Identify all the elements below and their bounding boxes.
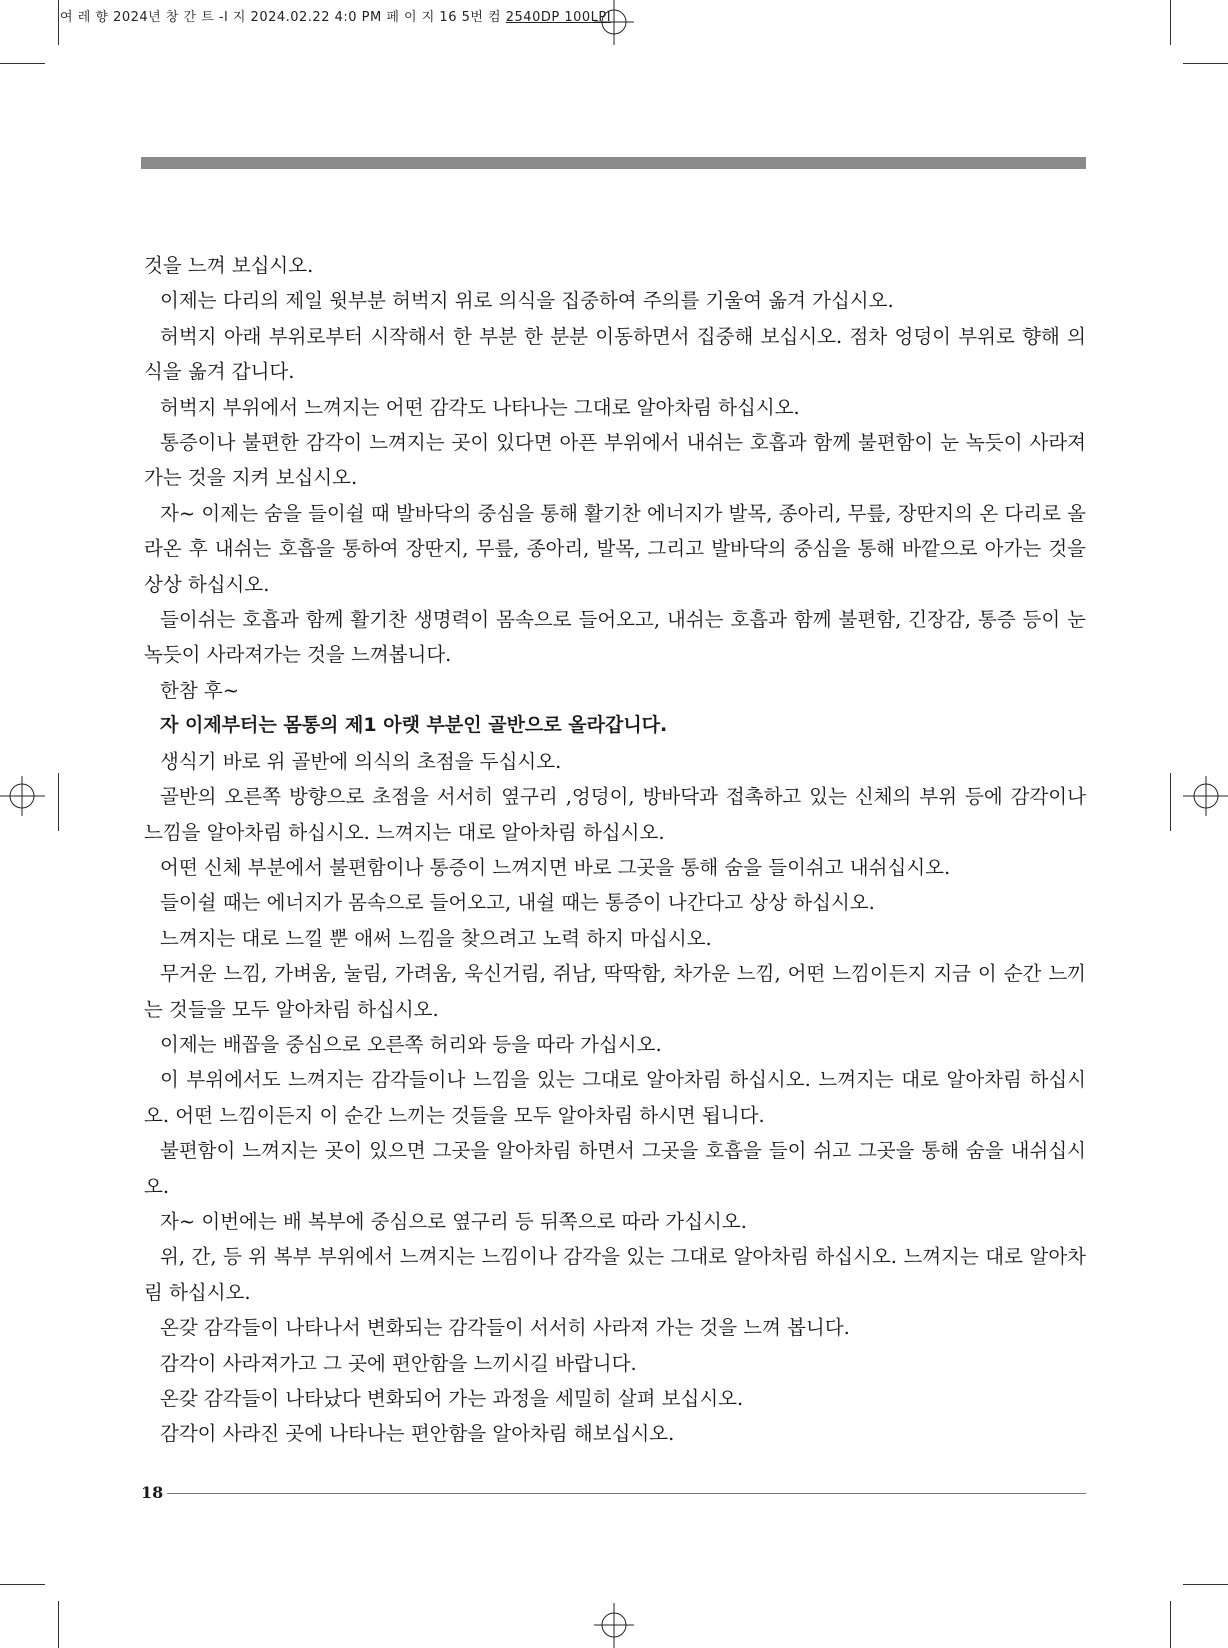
crop-mark-bottom-right-v <box>1170 1601 1171 1648</box>
body-paragraph: 들이쉬는 호흡과 함께 활기찬 생명력이 몸속으로 들어오고, 내쉬는 호흡과 함께 불편함, 긴장감, 통증 등이 눈 녹듯이 사라져가는 것을 느껴봅니다. <box>144 608 1086 667</box>
page-number: 18 <box>141 1483 164 1502</box>
crop-mark-bottom-right-h <box>1183 1584 1228 1585</box>
registration-mark-bottom <box>594 1603 634 1648</box>
section-heading: 자 이제부터는 몸통의 제1 아랫 부분인 골반으로 올라갑니다. <box>160 714 668 737</box>
crop-mark-bottom-left-h <box>0 1584 45 1585</box>
body-paragraph: 허벅지 부위에서 느껴지는 어떤 감각도 나타나는 그대로 알아차림 하십시오. <box>160 395 800 419</box>
body-paragraph: 무거운 느낌, 가벼움, 눌림, 가려움, 욱신거림, 쥐남, 딱딱함, 차가운 느낌, 어떤 느낌이든지 지금 이 순간 느끼는 것들을 모두 알아차림 하십시오. <box>144 962 1086 1021</box>
body-paragraph: 허벅지 아래 부위로부터 시작해서 한 부분 한 분분 이동하면서 집중해 보십시오. 점차 엉덩이 부위로 향해 의식을 옮겨 갑니다. <box>144 324 1086 384</box>
print-slug <box>60 6 611 25</box>
crop-mark-top-left-h <box>0 63 45 64</box>
crop-mark-top-right-h <box>1183 63 1228 64</box>
registration-mark-right <box>1183 776 1228 816</box>
body-paragraph: 한참 후~ <box>160 678 240 702</box>
body-paragraph: 이 부위에서도 느껴지는 감각들이나 느낌을 있는 그대로 알아차림 하십시오. 느껴지는 대로 알아차림 하십시오. 어떤 느낌이든지 이 순간 느끼는 것들을 모두 알아차림 하시면 됩니다. <box>144 1068 1086 1127</box>
header-bar <box>141 157 1086 169</box>
side-mark-left <box>58 773 59 831</box>
body-paragraph: 이제는 다리의 제일 윗부분 허벅지 위로 의식을 집중하여 주의를 기울여 옮겨 가십시오. <box>160 289 894 313</box>
body-paragraph: 생식기 바로 위 골반에 의식의 초점을 두십시오. <box>160 749 562 773</box>
crop-mark-top-left-v <box>58 0 59 45</box>
body-paragraph: 자~ 이번에는 배 복부에 중심으로 옆구리 등 뒤쪽으로 따라 가십시오. <box>160 1209 747 1233</box>
registration-mark-left <box>0 776 45 816</box>
body-paragraph: 온갖 감각들이 나타났다 변화되어 가는 과정을 세밀히 살펴 보십시오. <box>160 1387 744 1410</box>
crop-mark-bottom-left-v <box>58 1601 59 1648</box>
body-paragraph: 골반의 오른쪽 방향으로 초점을 서서히 옆구리 ,엉덩이, 방바닥과 접촉하고 있는 신체의 부위 등에 감각이나 느낌을 알아차림 하십시오. 느껴지는 대로 알아차림 하십시오. <box>144 785 1086 844</box>
body-paragraph: 온갖 감각들이 나타나서 변화되는 감각들이 서서히 사라져 가는 것을 느껴 봅니다. <box>160 1316 850 1340</box>
body-paragraph: 감각이 사라진 곳에 나타나는 편안함을 알아차림 해보십시오. <box>160 1422 675 1446</box>
body-text <box>144 248 1086 1452</box>
page-footer <box>141 1483 1086 1503</box>
footer-rule <box>167 1493 1086 1494</box>
body-paragraph: 것을 느껴 보십시오. <box>144 254 314 277</box>
registration-mark-top <box>594 0 634 45</box>
body-paragraph: 느껴지는 대로 느낄 뿐 애써 느낌을 찾으려고 노력 하지 마십시오. <box>160 926 712 950</box>
side-mark-right <box>1170 773 1171 831</box>
body-paragraph: 불편함이 느껴지는 곳이 있으면 그곳을 알아차림 하면서 그곳을 호흡을 들이 쉬고 그곳을 통해 숨을 내쉬십시오. <box>144 1139 1086 1198</box>
body-paragraph: 감각이 사라져가고 그 곳에 편안함을 느끼시길 바랍니다. <box>160 1351 637 1375</box>
crop-mark-top-right-v <box>1170 0 1171 45</box>
body-paragraph: 어떤 신체 부분에서 불편함이나 통증이 느껴지면 바로 그곳을 통해 숨을 들이쉬고 내쉬십시오. <box>160 855 951 879</box>
print-slug-text: 여 레 향 2024년 창 간 트 -l 지 2024.02.22 4:0 PM 페 이 지 16 5번 컴 <box>60 10 506 25</box>
print-slug-resolution: 2540DP 100LPI <box>505 10 612 25</box>
body-paragraph: 위, 간, 등 위 복부 부위에서 느껴지는 느낌이나 감각을 있는 그대로 알아차림 하십시오. 느껴지는 대로 알아차림 하십시오. <box>144 1245 1086 1304</box>
body-paragraph: 이제는 배꼽을 중심으로 오른쪽 허리와 등을 따라 가십시오. <box>160 1032 662 1056</box>
body-paragraph: 자~ 이제는 숨을 들이쉴 때 발바닥의 중심을 통해 활기찬 에너지가 발목, 종아리, 무릎, 장딴지의 온 다리로 올라온 후 내쉬는 호흡을 통하여 장딴지, 무릎, 종아리, 발목, 그리고 발바닥의 중심을 통해 바깥으로 아가는 것을 상상 하십시오. <box>144 501 1086 596</box>
body-paragraph: 들이쉴 때는 에너지가 몸속으로 들어오고, 내쉴 때는 통증이 나간다고 상상 하십시오. <box>160 891 875 915</box>
body-paragraph: 통증이나 불편한 감각이 느껴지는 곳이 있다면 아픈 부위에서 내쉬는 호흡과 함께 불편함이 눈 녹듯이 사라져 가는 것을 지켜 보십시오. <box>144 431 1086 490</box>
